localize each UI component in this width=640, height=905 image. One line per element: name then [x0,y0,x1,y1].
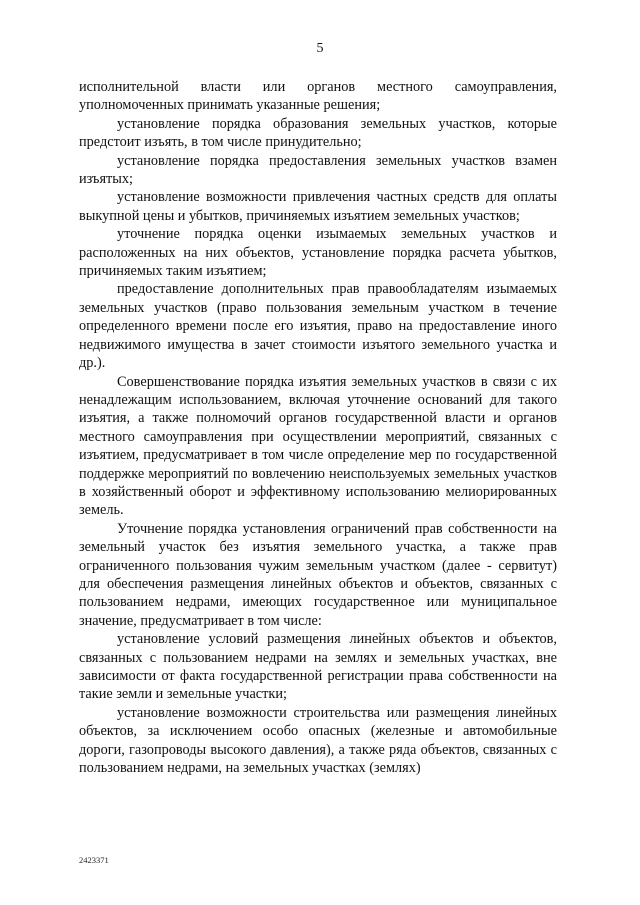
paragraph-private-funds: установление возможности привлечения частных средств для оплаты выкупной цены и убытков, причиняемых изъятием земельных участков; [79,189,557,224]
paragraph-formation-of-plots: установление порядка образования земельных участков, которые предстоит изъять, в том числе принудительно; [79,115,557,151]
document-body [79,78,557,777]
paragraph-replacement-plots: установление порядка предоставления земельных участков взамен изъятых; [79,152,557,188]
paragraph-valuation: уточнение порядка оценки изымаемых земельных участков и расположенных на них объектов, установление порядка расчета убытков, причиняемых таким изъятием; [79,226,557,280]
paragraph-improper-use: Совершенствование порядка изъятия земельных участков в связи с их ненадлежащим использованием, включая уточнение оснований для такого изъятия, а также полномочий органов государственной власти и органов местного самоуправления при осуществлении мероприятий, связанных с изъятием, предусматривает в том числе определение мер по государственной поддержке мероприятий по вовлечению неиспользуемых земельных участков в хозяйственный оборот и эффективному использованию мелиорированных земель. [79,373,557,519]
page-number: 5 [316,41,324,56]
footer-document-code: 2423371 [79,855,109,865]
paragraph-construction-possibility: установление возможности строительства или размещения линейных объектов, за исключением особо опасных (железные и автомобильные дороги, газопроводы высокого давления), а также ряда объектов, связанных с пользованием недрами, на земельных участках (землях) [79,704,557,777]
paragraph-linear-objects-conditions: установление условий размещения линейных объектов и объектов, связанных с пользованием недрами на землях и земельных участках, вне зависимости от факта государственной регистрации права собственности на такие земли и земельные участки; [79,631,557,703]
paragraph-additional-rights: предоставление дополнительных прав правообладателям изымаемых земельных участков (право пользования земельным участком в течение определенного времени после его изъятия, право на предоставление иного недвижимого имущества в зачет стоимости изъятого земельного участка и др.). [79,281,557,372]
paragraph-restrictions-servitude: Уточнение порядка установления ограничений прав собственности на земельный участок без изъятия земельного участка, а также прав ограниченного пользования чужим земельным участком (далее - сервитут) для обеспечения размещения линейных объектов и объектов, связанных с пользованием недрами, имеющих государственное или муниципальное значение, предусматривает в том числе: [79,520,557,629]
paragraph-continuation: исполнительной власти или органов местного самоуправления, уполномоченных принимать указанные решения; [79,79,557,114]
